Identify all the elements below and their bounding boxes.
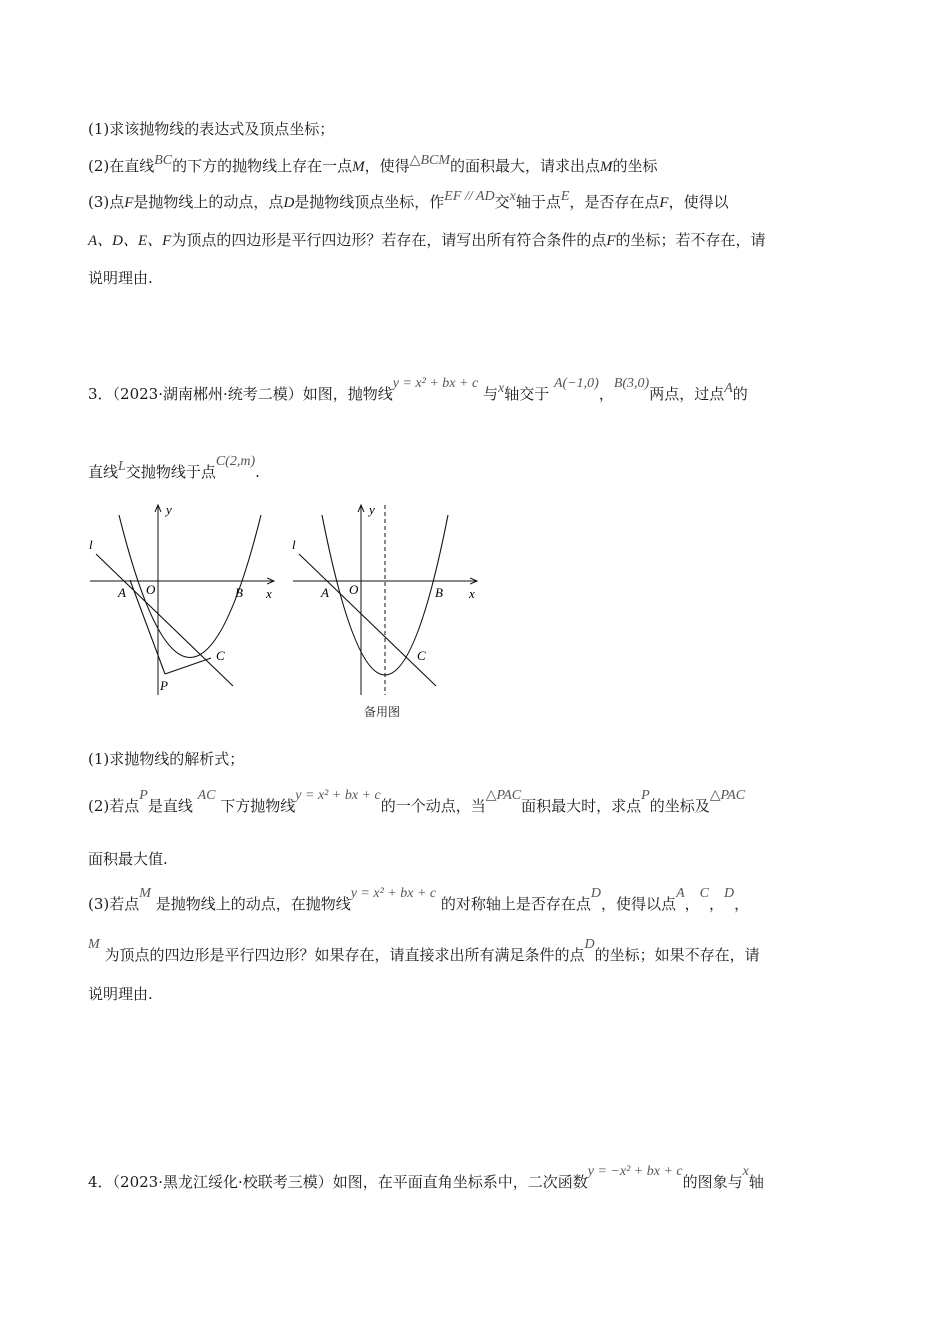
problem3-q2: (2)若点P是直线 AC 下方抛物线y = x² + bx + c的一个动点，当△PAC面积最大时，求点P的坐标及△PAC — [88, 788, 746, 815]
figure-caption: 备用图 — [364, 705, 401, 719]
label-b: B — [435, 585, 443, 600]
label-a: A — [118, 585, 126, 600]
prev-q2: (2)在直线BC的下方的抛物线上存在一点M，使得△BCM的面积最大，请求出点M的坐标 — [88, 153, 658, 175]
problem3-q3: (3)若点M 是抛物线上的动点，在抛物线y = x² + bx + c 的对称轴上是否存在点D，使得以点A，C，D， — [88, 886, 750, 913]
figure-graph-1 — [84, 500, 284, 700]
label-l: l — [292, 537, 296, 552]
label-b: B — [235, 585, 243, 600]
prev-q3-line3: 说明理由. — [88, 269, 153, 287]
prev-q3-line2: A、D、E、F为顶点的四边形是平行四边形？若存在，请写出所有符合条件的点F的坐标；若不存在，请 — [88, 231, 766, 249]
problem3-heading: 3．（2023·湖南郴州·统考二模）如图，抛物线y = x² + bx + c 与x轴交于 A(−1,0)，B(3,0)两点，过点A的 — [88, 376, 748, 403]
problem3-q3-line2: M 为顶点的四边形是平行四边形？如果存在，请直接求出所有满足条件的点D的坐标；如果不存在，请 — [88, 937, 760, 964]
prev-q1: (1)求该抛物线的表达式及顶点坐标； — [88, 120, 335, 138]
label-a: A — [321, 585, 329, 600]
problem4-heading: 4．（2023·黑龙江绥化·校联考三模）如图，在平面直角坐标系中，二次函数y = −x² + bx + c的图象与x轴 — [88, 1164, 764, 1191]
line-l — [299, 554, 436, 686]
label-l: l — [89, 537, 93, 552]
problem3-q3-line3: 说明理由. — [88, 985, 153, 1003]
label-c: C — [216, 648, 225, 663]
label-x: x — [266, 586, 272, 601]
problem3-q1: (1)求抛物线的解析式； — [88, 750, 245, 768]
label-y: y — [166, 502, 172, 517]
label-o: O — [349, 582, 359, 597]
figure-graph-2 — [287, 500, 487, 700]
label-y: y — [369, 502, 375, 517]
label-o: O — [146, 582, 156, 597]
label-p: P — [160, 678, 168, 693]
line-l — [96, 554, 233, 686]
label-x: x — [469, 586, 475, 601]
prev-q3-line1: (3)点F是抛物线上的动点，点D是抛物线顶点坐标，作EF // AD交x轴于点E，是否存在点F，使得以 — [88, 189, 729, 211]
problem3-q2-line2: 面积最大值. — [88, 850, 168, 868]
segment-pc — [165, 658, 211, 674]
label-c: C — [417, 648, 426, 663]
problem3-line2: 直线L交抛物线于点C(2,m). — [88, 454, 260, 481]
